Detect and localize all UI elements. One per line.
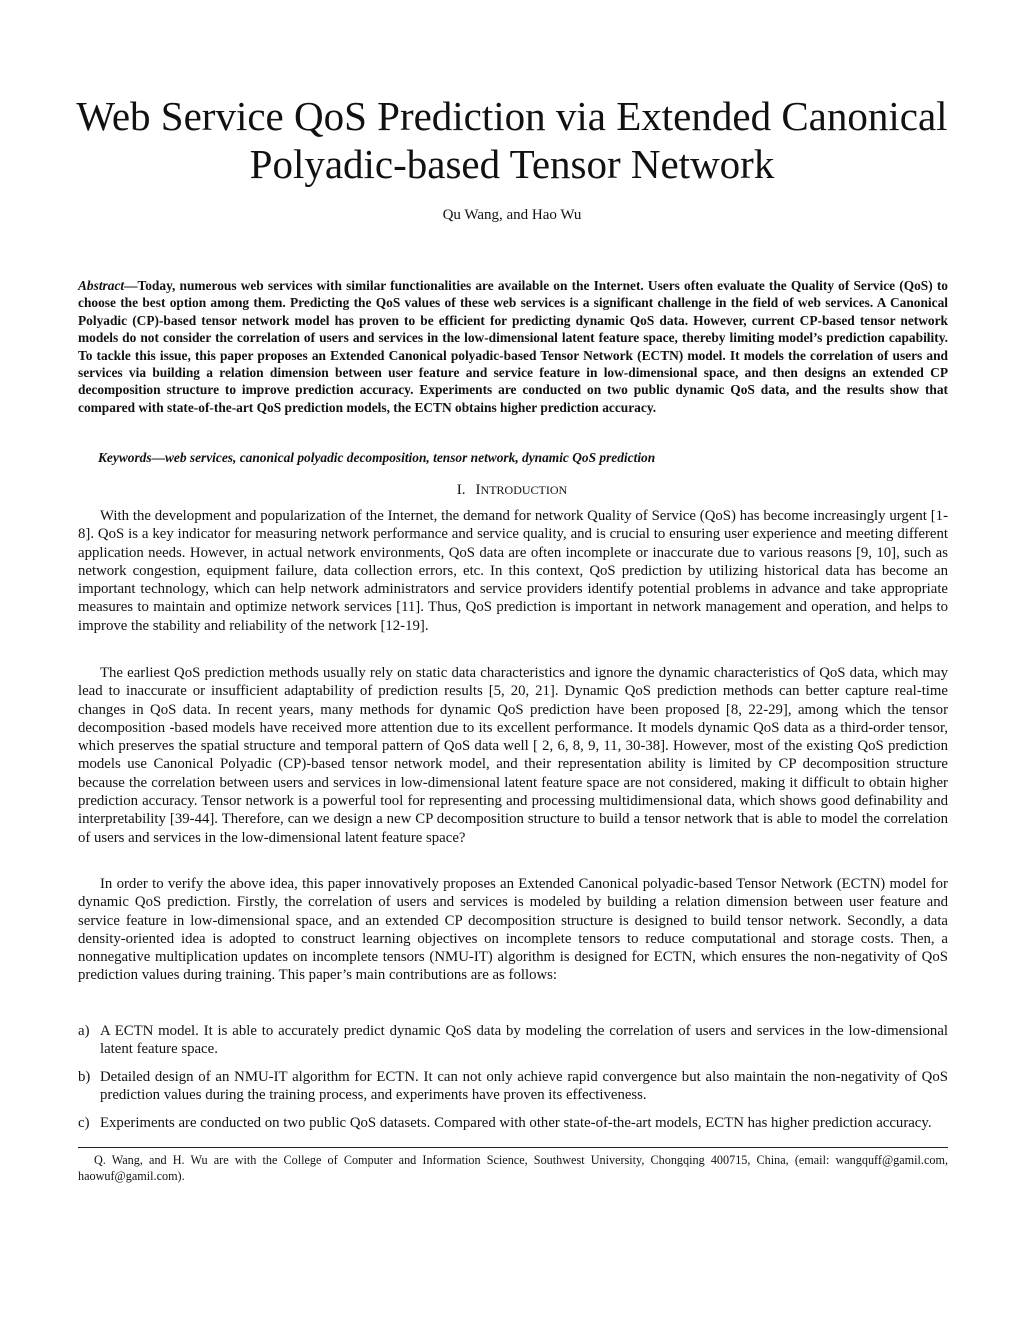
footnote-divider	[78, 1147, 948, 1148]
contribution-text: Experiments are conducted on two public QoS datasets. Compared with other state-of-the-art models, ECTN has higher prediction accuracy.	[100, 1115, 932, 1131]
keywords: Keywords—web services, canonical polyadic decomposition, tensor network, dynamic QoS prediction	[98, 450, 656, 465]
paper-authors: Qu Wang, and Hao Wu	[442, 207, 582, 223]
abstract	[78, 277, 948, 416]
intro-paragraph-1: With the development and popularization of the Internet, the demand for network Quality of Service (QoS) has become increasingly urgent [1-8]. QoS is a key indicator for measuring network performance and service quality, and is crucial to ensuring user experience and meeting different application needs. However, in actual network environments, QoS data are often incomplete or inaccurate due to various reasons [9, 10], such as network congestion, equipment failure, data collection errors, etc. In this context, QoS prediction by utilizing historical data has become an important technology, which can help network administrators and service providers identify potential problems in advance and take appropriate measures to maintain and optimize network services [11]. Thus, QoS prediction is important in network management and operation, and helps to improve the stability and reliability of the network [12-19].	[78, 508, 948, 634]
paper-title-line-2: Polyadic-based Tensor Network	[249, 141, 775, 187]
list-marker: a)	[78, 1023, 90, 1039]
author-affiliation-footnote: Q. Wang, and H. Wu are with the College of Computer and Information Science, Southwest University, Chongqing 400715, China, (email: wangquff@gamil.com, haowuf@gamil.com).	[78, 1153, 948, 1183]
intro-paragraph-3: In order to verify the above idea, this paper innovatively proposes an Extended Canonical polyadic-based Tensor Network (ECTN) model for dynamic QoS prediction. Firstly, the correlation of users and services is modeled by building a relation dimension between user feature and service feature in low-dimensional space, and an extended CP decomposition structure is designed to build tensor network. Secondly, a data density-oriented idea is adopted to construct learning objectives on incomplete tensors to reduce computational and storage costs. Then, a nonnegative multiplication updates on incomplete tensors (NMU-IT) algorithm is designed for ECTN, which ensures the non-negativity of QoS prediction values during training. This paper’s main contributions are as follows:	[78, 876, 948, 984]
section-heading-introduction	[0, 482, 1024, 499]
contribution-item-a	[78, 1022, 948, 1059]
abstract-dash: —	[124, 278, 138, 293]
contribution-text: Detailed design of an NMU-IT algorithm for ECTN. It can not only achieve rapid convergence but also maintain the non-negativity of QoS prediction values during the training process, and experiments have proven its effectiveness.	[100, 1069, 948, 1104]
section-title-rest: NTRODUCTION	[480, 483, 568, 497]
list-marker: b)	[78, 1069, 91, 1085]
paper-title	[60, 92, 964, 188]
contribution-text: A ECTN model. It is able to accurately predict dynamic QoS data by modeling the correlation of users and services in the low-dimensional latent feature space.	[100, 1023, 948, 1058]
list-marker: c)	[78, 1115, 90, 1131]
abstract-text: Today, numerous web services with similar functionalities are available on the Internet. Users often evaluate the Quality of Service (QoS) to choose the best option among them. Predicting the QoS values of these web services is a significant challenge in the field of web services. A Canonical Polyadic (CP)-based tensor network model has proven to be efficient for predicting dynamic QoS data. However, current CP-based tensor network models do not consider the correlation of users and services in the low-dimensional latent feature space, thereby limiting model’s prediction capability. To tackle this issue, this paper proposes an Extended Canonical polyadic-based Tensor Network (ECTN) model. It models the correlation of users and services via building a relation dimension between user feature and service feature in low-dimensional space, and then designs an extended CP decomposition structure to improve prediction accuracy. Experiments are conducted on two public dynamic QoS data, and the results show that compared with state-of-the-art QoS prediction models, the ECTN obtains higher prediction accuracy.	[78, 278, 948, 415]
paper-title-line-1: Web Service QoS Prediction via Extended Canonical	[76, 93, 948, 139]
contribution-item-b	[78, 1068, 948, 1105]
section-number: I.	[456, 482, 466, 498]
section-title-initial: I	[475, 482, 481, 498]
abstract-lead: Abstract	[78, 278, 125, 293]
contribution-item-c	[78, 1114, 948, 1132]
intro-paragraph-2: The earliest QoS prediction methods usually rely on static data characteristics and ignore the dynamic characteristics of QoS data, which may lead to inaccurate or insufficient adaptability of prediction results [5, 20, 21]. Dynamic QoS prediction methods can better capture real-time changes in QoS data. In recent years, many methods for dynamic QoS prediction have been proposed [8, 22-29], among which the tensor decomposition -based models have received more attention due to its excellent performance. It models dynamic QoS data as a third-order tensor, which preserves the spatial structure and temporal pattern of QoS data well [ 2, 6, 8, 9, 11, 30-38]. However, most of the existing QoS prediction models use Canonical Polyadic (CP)-based tensor network model, and their representation ability is limited by CP decomposition structure because the correlation between users and services in low-dimensional latent feature space are not considered, making it difficult to obtain higher prediction accuracy. Tensor network is a powerful tool for representing and processing multidimensional data, which shows good definability and interpretability [39-44]. Therefore, can we design a new CP decomposition structure to build a tensor network that is able to model the correlation of users and services in the low-dimensional latent feature space?	[78, 665, 948, 846]
